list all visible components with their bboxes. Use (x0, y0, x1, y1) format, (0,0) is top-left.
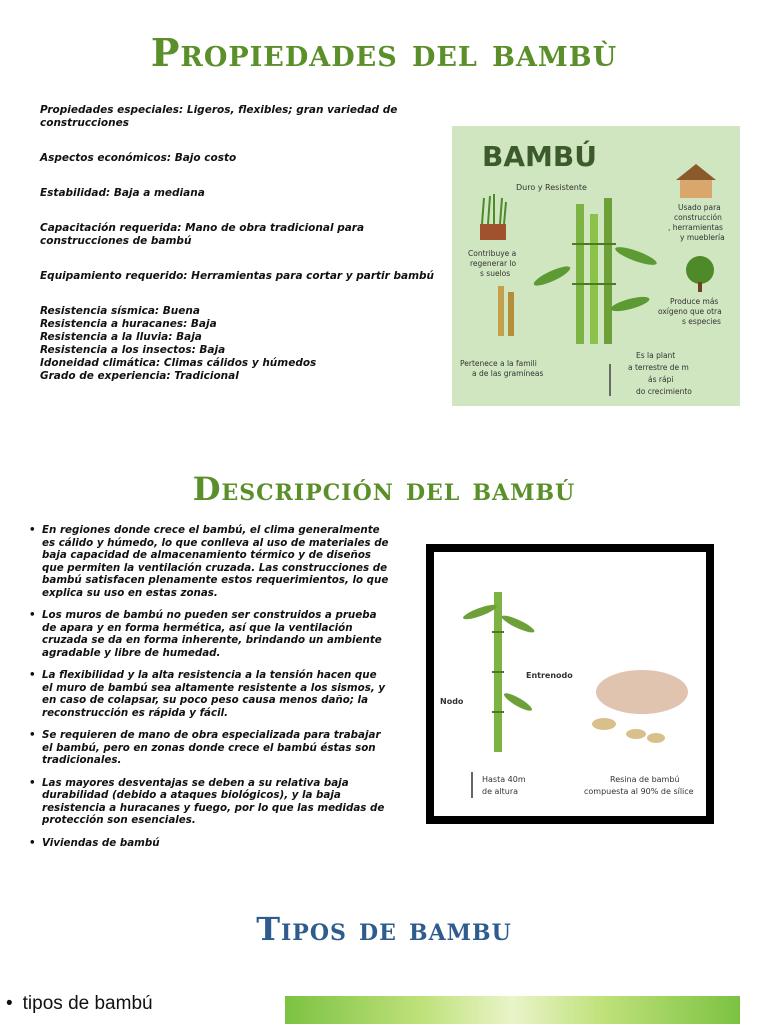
grass-icon (482, 194, 506, 224)
desc-item: • La flexibilidad y la alta resistencia a la tensión hacen que el muro de bambú sea altamente resistente a los sismos, y en caso de colapsar, su poco peso causa menos daño; la reconstrucción es rápida y fácil. (42, 669, 390, 719)
label-nodo: Nodo (440, 697, 464, 706)
resin-chip-2 (626, 729, 646, 739)
stalk-1 (576, 204, 584, 344)
prop-estabilidad: Estabilidad: Baja a mediana (40, 187, 205, 199)
res-sismica: Resistencia sísmica: Buena (40, 305, 200, 317)
prop-especiales: Propiedades especiales: Ligeros, flexibles; gran variedad de construcciones (40, 104, 398, 129)
desc-item: • Se requieren de mano de obra especializada para trabajar el bambú, pero en zonas donde crece el bambú éstas son tradicionales. (42, 729, 390, 767)
resin-pile (596, 670, 688, 714)
infographic-art (452, 126, 740, 406)
diagram-art (434, 552, 706, 816)
res-lluvia: Resistencia a la lluvia: Baja (40, 331, 202, 343)
tree-icon (686, 256, 714, 284)
title-descripcion: Descripción del bambú (192, 470, 576, 508)
soil-icon (480, 224, 506, 240)
leaf-1 (532, 263, 572, 289)
res-climatica: Idoneidad climática: Climas cálidos y húmedos (40, 357, 317, 369)
res-huracanes: Resistencia a huracanes: Baja (40, 318, 217, 330)
bambu-infographic (452, 126, 740, 406)
cane-icon-1 (498, 286, 504, 336)
prop-economicos: Aspectos económicos: Bajo costo (40, 152, 237, 164)
title-tipos: Tipos de bambu (256, 910, 512, 948)
poster-crecimiento: Es la plant a terrestre de m ás rápi do crecimiento (628, 351, 692, 396)
res-experiencia: Grado de experiencia: Tradicional (40, 370, 239, 382)
desc-item: • En regiones donde crece el bambú, el clima generalmente es cálido y húmedo, lo que conlleva al uso de materiales de baja capacidad de almacenamiento térmico y de diseños que permiten la ventilación cruzada. Las construcciones de bambú satisfacen plenamente estos requerimientos, lo que explica su uso en estas zonas. (42, 524, 390, 599)
roof-icon (676, 164, 716, 180)
propiedades-text (40, 104, 440, 383)
poster-duro: Duro y Resistente (516, 183, 587, 192)
resin-chip-3 (647, 733, 665, 743)
label-altura: Hasta 40m de altura (482, 775, 526, 796)
poster-heading: BAMBÚ (482, 140, 597, 173)
diagram-leaf-2 (500, 613, 536, 635)
label-resina: Resina de bambú compuesta al 90% de sílice (584, 775, 694, 796)
desc-item: • Las mayores desventajas se deben a su relativa baja durabilidad (debido a ataques biológicos), y la baja resistencia a huracanes y fuego, por lo que las medidas de protección son esenciales. (42, 777, 390, 827)
trunk-icon (698, 282, 702, 292)
bamboo-diagram-frame (426, 544, 714, 824)
stalk-2 (590, 214, 598, 344)
tipos-item: • tipos de bambú (6, 993, 153, 1015)
poster-oxigeno: Produce más oxígeno que otra s especies (658, 297, 722, 326)
poster-usado: Usado para construcción , herramientas y mueblería (668, 203, 725, 242)
label-entrenodo: Entrenodo (526, 671, 573, 680)
bamboo-diagram (434, 552, 706, 816)
leaf-3 (609, 294, 650, 314)
poster-contribuye: Contribuye a regenerar lo s suelos (468, 249, 517, 278)
poster-familia: Pertenece a la famili a de las gramíneas (460, 359, 544, 378)
bamboo-banner-image (285, 996, 740, 1024)
stalk-3 (604, 198, 612, 344)
desc-item: • Viviendas de bambú (42, 837, 390, 850)
house-icon (680, 178, 712, 198)
prop-equipamiento: Equipamiento requerido: Herramientas para cortar y partir bambú (40, 270, 435, 282)
descripcion-list (28, 524, 390, 859)
res-insectos: Resistencia a los insectos: Baja (40, 344, 226, 356)
prop-capacitacion: Capacitación requerida: Mano de obra tradicional para construcciones de bambú (40, 222, 365, 247)
leaf-2 (614, 244, 659, 268)
resin-chip-1 (592, 718, 616, 730)
desc-item: • Los muros de bambú no pueden ser construidos a prueba de apara y en forma hermética, así que la ventilación cruzada se da en forma inherente, brindando un ambiente agradable y libre de humedad. (42, 609, 390, 659)
diagram-leaf-1 (462, 602, 499, 622)
cane-icon-2 (508, 292, 514, 336)
diagram-leaf-3 (502, 691, 534, 714)
title-propiedades: Propiedades del bambù (150, 30, 618, 75)
